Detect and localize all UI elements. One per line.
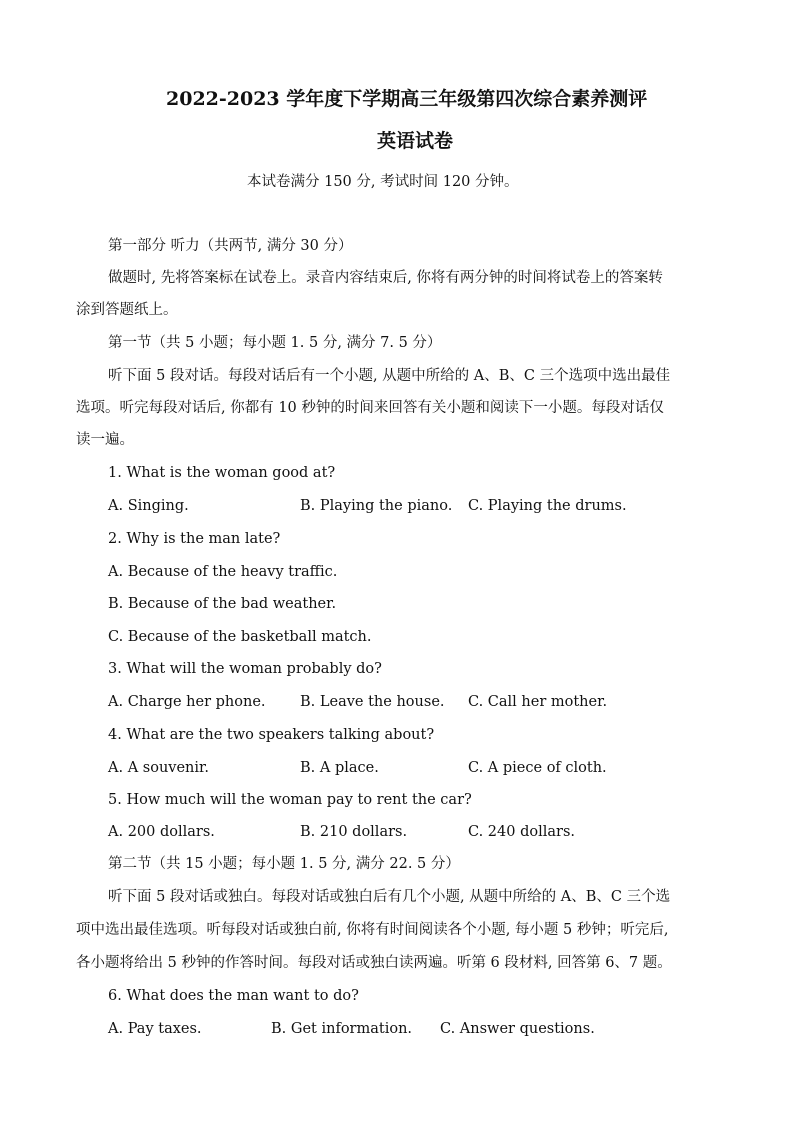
question-option: C. Call her mother.	[468, 694, 608, 710]
question-option: B. Playing the piano.	[300, 498, 453, 514]
question-option: A. 200 dollars.	[108, 824, 215, 840]
question-option: C. Because of the basketball match.	[108, 629, 372, 645]
part1-instruction-2: 涂到答题纸上。	[76, 302, 178, 318]
question-stem: 6. What does the man want to do?	[108, 988, 359, 1004]
question-stem: 2. Why is the man late?	[108, 531, 281, 547]
question-stem: 5. How much will the woman pay to rent the car?	[108, 792, 472, 808]
section2-heading: 第二节（共 15 小题；每小题 1. 5 分, 满分 22. 5 分）	[108, 856, 460, 872]
question-option: A. Charge her phone.	[108, 694, 266, 710]
section2-instruction-3: 各小题将给出 5 秒钟的作答时间。每段对话或独白读两遍。听第 6 段材料, 回答第 6、7 题。	[76, 955, 672, 971]
question-option: B. Leave the house.	[300, 694, 445, 710]
question-stem: 3. What will the woman probably do?	[108, 661, 382, 677]
section2-instruction-2: 项中选出最佳选项。听每段对话或独白前, 你将有时间阅读各个小题, 每小题 5 秒钟；听完后,	[76, 922, 669, 938]
question-option: B. 210 dollars.	[300, 824, 408, 840]
question-option: A. A souvenir.	[108, 760, 209, 776]
question-option: B. Because of the bad weather.	[108, 596, 337, 612]
question-stem: 4. What are the two speakers talking about?	[108, 727, 435, 743]
question-option: A. Singing.	[108, 498, 189, 514]
page-title: 2022-2023 学年度下学期高三年级第四次综合素养测评	[166, 88, 648, 110]
question-option: A. Pay taxes.	[108, 1021, 202, 1037]
section1-instruction-3: 读一遍。	[76, 432, 134, 448]
question-option: C. Answer questions.	[440, 1021, 595, 1037]
question-option: B. A place.	[300, 760, 379, 776]
question-option: C. A piece of cloth.	[468, 760, 607, 776]
question-stem: 1. What is the woman good at?	[108, 465, 336, 481]
page-subtitle: 英语试卷	[377, 130, 454, 152]
question-option: A. Because of the heavy traffic.	[108, 564, 338, 580]
section1-instruction-2: 选项。听完每段对话后, 你都有 10 秒钟的时间来回答有关小题和阅读下一小题。每段对话仅	[76, 400, 664, 416]
question-option: C. 240 dollars.	[468, 824, 575, 840]
question-option: B. Get information.	[271, 1021, 413, 1037]
exam-note: 本试卷满分 150 分, 考试时间 120 分钟。	[247, 174, 519, 190]
section2-instruction-1: 听下面 5 段对话或独白。每段对话或独白后有几个小题, 从题中所给的 A、B、C 三个选	[108, 889, 671, 905]
section1-instruction-1: 听下面 5 段对话。每段对话后有一个小题, 从题中所给的 A、B、C 三个选项中选出最佳	[108, 368, 671, 384]
part1-heading: 第一部分 听力（共两节, 满分 30 分）	[108, 238, 353, 254]
section1-heading: 第一节（共 5 小题；每小题 1. 5 分, 满分 7. 5 分）	[108, 335, 442, 351]
part1-instruction-1: 做题时, 先将答案标在试卷上。录音内容结束后, 你将有两分钟的时间将试卷上的答案转	[108, 270, 663, 286]
question-option: C. Playing the drums.	[468, 498, 627, 514]
